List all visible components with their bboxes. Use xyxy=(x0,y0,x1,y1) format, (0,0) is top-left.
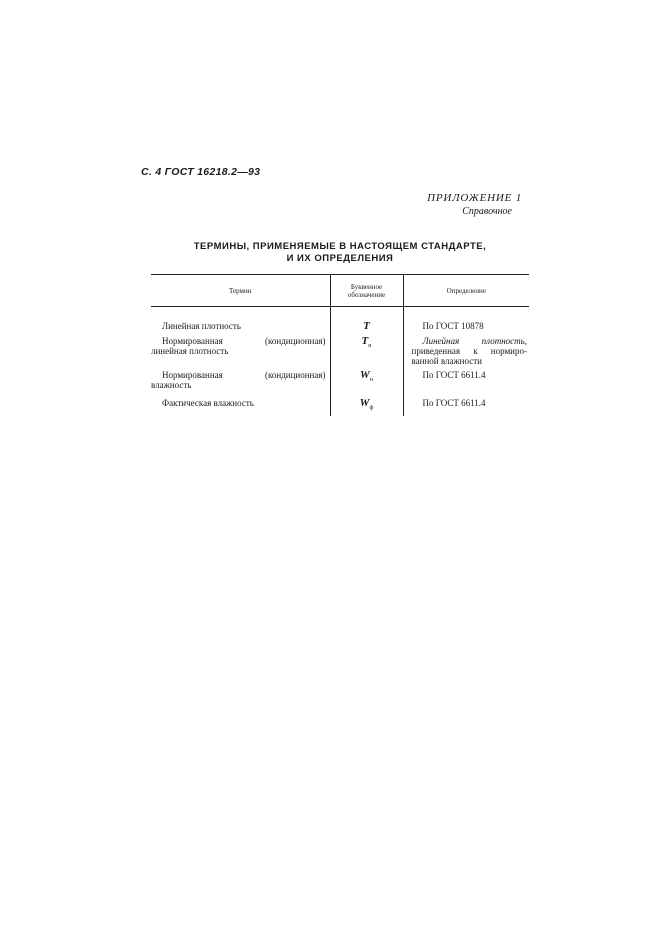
term-cell xyxy=(151,336,330,370)
definition-text: По ГОСТ 6611.4 xyxy=(422,370,486,380)
table-row xyxy=(151,307,529,337)
term-text-line-2: влажность xyxy=(151,380,192,390)
header-term: Термин xyxy=(229,286,252,295)
term-cell xyxy=(151,398,330,416)
table-row xyxy=(151,398,529,416)
definition-text-line-2: приведенная к нормиро- xyxy=(411,346,527,356)
appendix-subtitle: Справочное xyxy=(462,206,512,217)
symbol-main: W xyxy=(359,397,370,409)
symbol-subscript: н xyxy=(369,377,373,384)
definition-text: По ГОСТ 6611.4 xyxy=(422,398,486,408)
term-text: Линейная плотность xyxy=(162,321,241,331)
definition-cell xyxy=(403,370,529,398)
symbol-main: T xyxy=(363,320,370,332)
symbol-main: W xyxy=(360,369,370,381)
header-symbol-line-2: обозначение xyxy=(347,290,386,299)
symbol-main: T xyxy=(361,335,369,347)
term-text: Фактическая влажность xyxy=(162,398,254,408)
symbol-subscript: н xyxy=(368,343,372,350)
document-title-line-1: ТЕРМИНЫ, ПРИМЕНЯЕМЫЕ В НАСТОЯЩЕМ СТАНДАРТЕ, xyxy=(193,241,487,252)
symbol-subscript: ф xyxy=(369,405,374,412)
definition-text-line-1: Линейная плотность, xyxy=(422,336,527,346)
symbol-cell xyxy=(330,398,403,416)
header-symbol xyxy=(330,275,403,307)
term-cell xyxy=(151,370,330,398)
definition-cell xyxy=(403,336,529,370)
term-text-line-2: линейная плотность xyxy=(151,346,229,356)
header-definition: Определение xyxy=(446,286,486,295)
appendix-title: ПРИЛОЖЕНИЕ 1 xyxy=(427,192,522,204)
term-text-line-1: Нормированная (кондиционная) xyxy=(162,370,326,380)
definition-cell xyxy=(403,307,529,337)
symbol-cell xyxy=(330,336,403,370)
document-title xyxy=(150,241,530,265)
definition-cell xyxy=(403,398,529,416)
page-header: С. 4 ГОСТ 16218.2—93 xyxy=(141,166,261,178)
table-header-row xyxy=(151,275,529,307)
term-cell xyxy=(151,307,330,337)
header-symbol-line-1: Буквенное xyxy=(350,282,383,291)
table-row xyxy=(151,336,529,370)
table-row xyxy=(151,370,529,398)
definition-text: По ГОСТ 10878 xyxy=(422,321,484,331)
definition-text-line-3: ванной влажности xyxy=(411,356,482,366)
term-text-line-1: Нормированная (кондиционная) xyxy=(162,336,326,346)
terms-table xyxy=(151,274,529,416)
symbol-cell xyxy=(330,307,403,337)
symbol-cell xyxy=(330,370,403,398)
document-title-line-2: И ИХ ОПРЕДЕЛЕНИЯ xyxy=(286,253,394,264)
